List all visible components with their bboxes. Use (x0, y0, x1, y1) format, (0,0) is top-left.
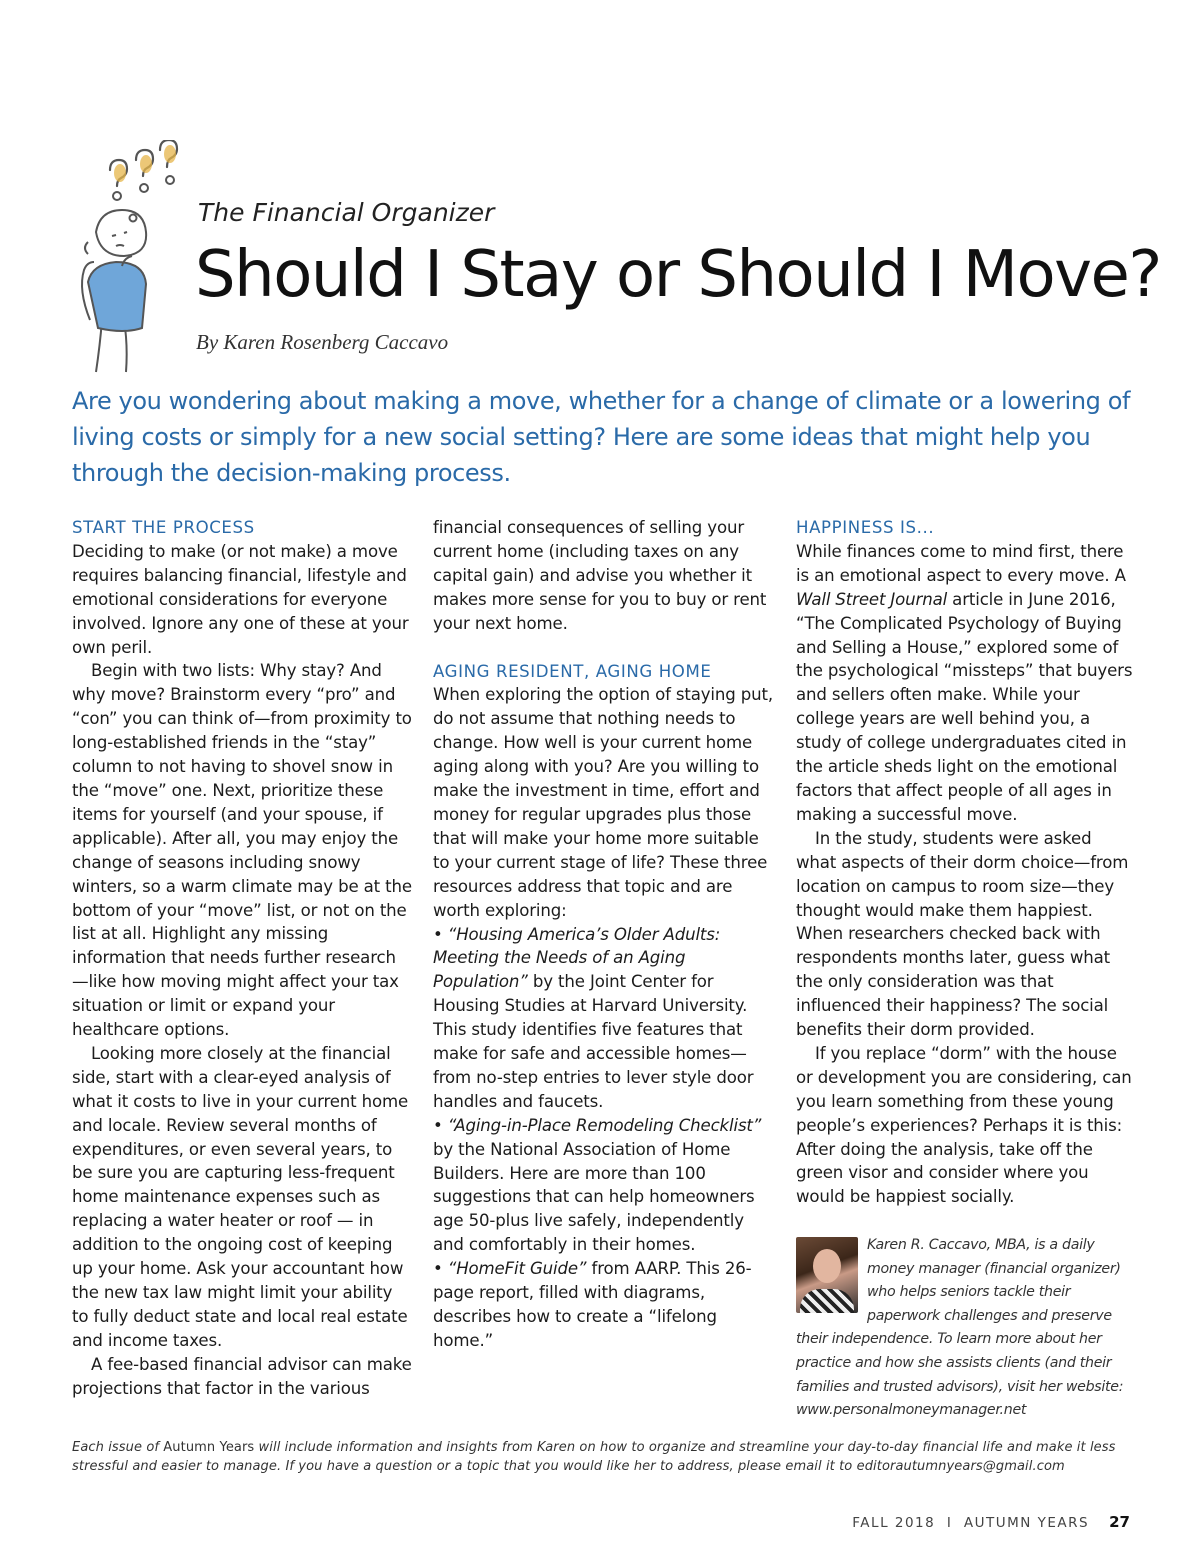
body-paragraph: Begin with two lists: Why stay? And why move? Brainstorm every “pro” and “con” you can think of—from proximity to long-established friends in the “stay” column to not having to shovel snow in the “move” one. Next, prioritize these items for yourself (and your spouse, if applicable). After all, you may enjoy the change of seasons including snowy winters, so a warm climate may be at the bottom of your “move” list, or not on the list at all. Highlight any missing information that needs further research—like how moving might affect your tax situation or limit or expand your healthcare options. (72, 661, 412, 1040)
body-paragraph: If you replace “dorm” with the house or development you are considering, can you learn something from these young people’s experiences? Perhaps it is this: After doing the analysis, take off the green visor and consider where you would be happiest socially. (796, 1043, 1132, 1207)
section-heading: HAPPINESS IS... (796, 518, 935, 537)
body-paragraph: In the study, students were asked what aspects of their dorm choice—from location on campus to room size—they thought would make them happiest. When researchers checked back with respondents months later, guess what the only consideration was that influenced their happiness? The social benefits their dorm provided. (796, 828, 1129, 1040)
resource-title: “Aging-in-Place Remodeling Checklist” (447, 1115, 762, 1135)
publication-name: Wall Street Journal (796, 589, 948, 609)
byline: By Karen Rosenberg Caccavo (196, 330, 449, 354)
bullet: • (433, 1115, 448, 1135)
article-title: Should I Stay or Should I Move? (195, 238, 1161, 312)
body-paragraph: financial consequences of selling your current home (including taxes on any capital gain) and advise you whether it makes more sense for you to buy or rent your next home. (433, 518, 767, 633)
magazine-name: Autumn Years (163, 1440, 255, 1455)
resource-item (433, 1257, 773, 1353)
section-heading: AGING RESIDENT, AGING HOME (433, 661, 712, 681)
resource-text: from AARP. This 26-page report, filled with diagrams, describes how to create a “lifelong home.” (433, 1259, 752, 1350)
body-paragraph: While finances come to mind first, there is an emotional aspect to every move. A Wall Street Journal article in June 2016, “The Complicated Psychology of Buying and Selling a House,” explored some of the psychological “missteps” that buyers and sellers often make. While your college years are well behind you, a study of college undergraduates cited in the article sheds light on the emotional factors that affect people of all ages in making a successful move. (796, 541, 1133, 824)
body-paragraph: A fee-based financial advisor can make projections that factor in the various (72, 1354, 412, 1398)
page-number: 27 (1109, 1513, 1130, 1531)
body-paragraph: Looking more closely at the financial side, start with a clear-eyed analysis of what it costs to live in your current home and locale. Review several months of expenditures, or even several years, to be sure you are capturing less-frequent home maintenance expenses such as replacing a water heater or roof — in addition to the ongoing cost of keeping up your home. Ask your accountant how the new tax law might limit your ability to fully deduct state and local real estate and income taxes. (72, 1043, 409, 1350)
resource-title: “Housing America’s Older Adults: Meeting the Needs of an Aging Population” (433, 924, 721, 992)
section-heading: START THE PROCESS (72, 518, 255, 537)
resource-text: by the Joint Center for Housing Studies at Harvard University. This study identifies five features that make for safe and accessible homes—from no-step entries to lever style door handles and faucets. (433, 972, 754, 1111)
author-bio-text: Karen R. Caccavo, MBA, is a daily money manager (financial organizer) who helps seniors tackle their paperwork challenges and preserve their independence. To learn more about her practice and how she assists clients (and their families and trusted advisors), visit her website: www.personalmoneymanager.net (796, 1237, 1124, 1419)
resource-text: by the National Association of Home Builders. Here are more than 100 suggestions that can help homeowners age 50-plus live safely, independently and comfortably in their homes. (433, 1139, 755, 1255)
author-photo (796, 1237, 858, 1313)
resource-item (433, 1114, 773, 1257)
author-bio (796, 1234, 1131, 1423)
column-1 (72, 516, 412, 1401)
intro-paragraph: Are you wondering about making a move, whether for a change of climate or a lowering of living costs or simply for a new social setting? Here are some ideas that might help you through the decision-making process. (72, 387, 1131, 487)
page-folio (852, 1513, 1130, 1531)
body-paragraph: When exploring the option of staying put, do not assume that nothing needs to change. How well is your current home aging along with you? Are you willing to make the investment in time, effort and money for regular upgrades plus those that will make your home more suitable to your current stage of life? These three resources address that topic and are worth exploring: (433, 685, 773, 920)
footer-note: Each issue of Autumn Years will include information and insights from Karen on how to organize and streamline your day-to-day financial life and make it less stressful and easier to manage. If you have a question or a topic that you would like her to address, please email it to editorautumnyears@gmail.com (72, 1440, 1116, 1474)
confused-person-illustration (60, 140, 190, 380)
body-paragraph: Deciding to make (or not make) a move requires balancing financial, lifestyle and emotional considerations for everyone involved. Ignore any one of these at your own peril. (72, 541, 409, 657)
column-3 (796, 516, 1136, 1209)
issue-label: FALL 2018 I AUTUMN YEARS (852, 1515, 1090, 1531)
resource-title: “HomeFit Guide” (447, 1259, 587, 1279)
bullet: • (433, 924, 448, 944)
column-2 (433, 516, 773, 1353)
bullet: • (433, 1259, 448, 1279)
section-kicker: The Financial Organizer (198, 198, 495, 227)
resource-item (433, 923, 773, 1114)
